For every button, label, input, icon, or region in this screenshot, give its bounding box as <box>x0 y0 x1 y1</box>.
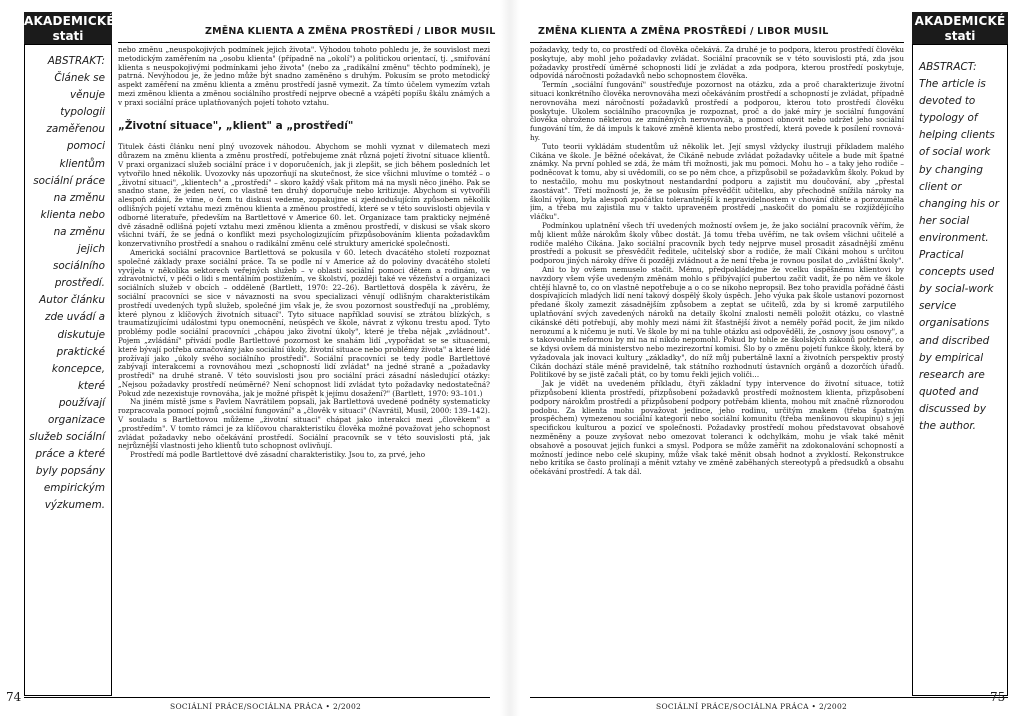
page-number: 75 <box>990 690 1006 704</box>
abstract-heading: ABSTRAKT: <box>47 55 105 67</box>
section-tab-title: AKADEMICKÉ <box>914 14 1006 28</box>
left-page <box>0 0 500 716</box>
abstract <box>913 45 1007 435</box>
running-head: ZMĚNA KLIENTA A ZMĚNA PROSTŘEDÍ / LIBOR MUSIL <box>538 26 829 37</box>
intro-paragraph: nebo změnu „neuspokojivých podmínek jejich života". Výhodou tohoto pohledu je, že souvislost mezi metodickým zaměřením na „osobu klienta" (případně na „okolí") a politickou orientací, tj. „smiřování klienta s neuspokojivými podmínkami jeho života" (nebo za „radikální změnu" těchto podmínek), je patrná. Nevýhodou je, že jedno může být snadno zaměněno s druhým. Pokusím se proto metodický aspekt zaměření na změnu klienta a změnu prostředí jasně vymezit. Za tímto účelem vymezím vztah mezi změnou klienta a změnou sociálního prostředí nejprve obecně a vzápětí popíšu škálu známých a v praxi sociální práce uplatňovaných pojetí tohoto vztahu. <box>118 46 490 107</box>
section-tab-subtitle: stati <box>944 29 976 43</box>
footer-rule <box>24 697 490 698</box>
body-paragraph: Prostředí má podle Bartlettové dvě zásadní charakteristiky. Jsou to, za prvé, jeho <box>130 450 426 460</box>
abstract-text: Článek se věnuje typologii zaměřenou pomoci klientům sociální práce na změnu klienta nebo na změnu jejich sociálního prostředí. Autor článku zde uvádí a diskutuje praktické koncepce, které používají organizace služeb sociální práce a které byly popsány empirickým výzkumem. <box>29 72 105 512</box>
section-tab-title: AKADEMICKÉ <box>24 14 115 28</box>
body-paragraph: Tuto teorii vykládám studentům už několik let. Její smysl vždycky ilustruji příkladem malého Cikána ve škole. Je běžné očekávat, že Cikáně nebude zvládat požadavky učitele a bude mít špatné známky. Na první pohled se zdá, že mám tři možnosti, jak mu pomoci. Mohu ho – a taky jeho rodiče – podněcovat k tomu, aby si uvědomili, co se po něm chce, a přizpůsobil se požadavkům školy. Pokud by to nestačilo, mohu mu poskytnout nestandardní podporu a zajistit mu doučování, aby „přestal zaostávat". Třetí možností je, že se pokusím přesvědčit učitelku, aby přechodně snížila nároky na školní výkon, byla alespoň zpočátku tolerantnější k nepravidelnostem v chování dítěte a porozuměla jim, a třeba mu zajistila mu v takto upraveném prostředí „naskočit do pomalu se rozjíždějícího vláčku". <box>530 141 904 222</box>
section-tab <box>24 12 115 44</box>
header-rule <box>118 42 490 43</box>
journal-footer: SOCIÁLNÍ PRÁCE/SOCIÁLNA PRÁCA • 2/2002 <box>656 702 848 711</box>
body-paragraph: Americká sociální pracovnice Bartlettová se pokusila v 60. letech dvacátého století rozpoznat společné základy praxe sociální práce. Ta se podle ní v Americe až do poloviny dvacátého století vyvíjela v několika sektorech veřejných služeb – v oblasti sociální pomoci dětem a rodinám, ve zdravotnictví, v péči o lidi s mentálním postižením, ve školství, později také ve vězeňství a organizaci sociálních služeb v obcích – odděleně (Bartlett, 1970: 22–26). Bartlettová dospěla k závěru, že sociální pracovníci se sice v návaznosti na svou specializaci věnují odlišným charakteristikám prostředí uvedených typů služeb, společné jim však je, že svou pozornost soustřeďují na „problémy, které plynou z klíčových životních situací". Tyto situace například souvisí se ztrátou blízkých, s traumatizujícími událostmi typu onemocnění, neúspěch ve škole, návrat z výkonu trestu apod. Tyto problémy podle sociální pracovníci „chápou jako životní úkoly", které je třeba nějak „zvládnout". Pojem „zvládání" přivádí podle Bartlettové pozornost ke snahám lidí „vypořádat se se situacemi, které bývají potřeba označovány jako sociální úkoly, životní situace nebo problémy života" a které lidé prožívají jako „úkoly svého sociálního prostředí". Sociální pracovníci se tedy podle Bartlettové zabývají interakcemi a rovnováhou mezi „schopností lidí zvládat" na jedné straně a „požadavky prostředí" na druhé straně. V této souvislosti jsou pro sociální práci zásadní následující otázky: „Nejsou požadavky prostředí neúměrné? Není schopnost lidí zvládat tyto požadavky nedostatečná? Pokud zde nezexistuje rovnováha, jak je možné přispět k jejímu dosažení?" (Bartlett, 1970: 93–101.) <box>118 247 490 398</box>
body-column <box>530 46 904 686</box>
journal-footer: SOCIÁLNÍ PRÁCE/SOCIÁLNA PRÁCA • 2/2002 <box>170 702 362 711</box>
body-paragraph: Titulek části článku není plný uvozovek náhodou. Abychom se mohli vyznat v dilematech mezi důrazem na změnu klienta a změnu prostředí, potřebujeme znát různá pojetí životní situace klientů. V praxi organizací služeb sociální práce i v doporučeních, jak ji zlepšit, se jich během posledních let vytvořilo hned několik. Uvozovky nás upozorňují na skutečnost, že sice všichni mluvíme o tomtéž – o „životní situaci", „klientech" a „prostředí" – skoro každý však přitom má na mysli něco jiného. Pak se snadno stane, že jeden neví, co vlastně ten druhý doporučuje nebo kritizuje. Abychom si vytvořili alespoň zdání, že víme, o čem tu diskusi vedeme, zopakujme si zjednodušujícím způsobem několik odlišných pojetí vztahu mezi změnou klienta a změnou prostředí, které se v této souvislosti objevila v odborné literatuře, především na Bartlettové v Americe 60. let. Organizace tam prakticky nejméně dvě zásadně odlišná pojetí vztahu mezi změnou klienta a změnou prostředí, v diskusi se však skoro všichni tváří, že se jedná o konflikt mezi psychologizujícím přizpůsobováním klienta požadavkům konzervativního prostředí a snahou o radikální změnu celé struktury americké společnosti. <box>118 142 490 249</box>
running-head: ZMĚNA KLIENTA A ZMĚNA PROSTŘEDÍ / LIBOR MUSIL <box>205 26 496 37</box>
abstract-sidebar <box>24 44 112 696</box>
body-paragraph: Na jiném místě jsme s Pavlem Navrátilem popsali, jak Bartlettová uvedené podněty systematicky rozpracovala pomocí pojmů „sociální fungování" a „člověk v situaci" (Navrátil, Musil, 2000: 139–142). V souladu s Bartlettovou můžeme „životní situaci" chápat jako interakci mezi „člověkem" a „prostředím". V tomto rámci je za klíčovou charakteristiku člověka možné považovat jeho schopnost zvládat požadavky nebo očekávání prostředí. Sociální pracovník se v této souvislosti ptá, jak nejrůznější vlastnosti jeho klientů tuto schopnost ovlivňují. <box>118 397 490 451</box>
section-heading: „Životní situace", „klient" a „prostředí" <box>118 119 354 132</box>
abstract <box>25 45 111 515</box>
footer-rule <box>530 697 1008 698</box>
abstract-text: The article is devoted to typology of helping clients of social work by changing client or changing his or her social environment. Practical concepts used by social-work service organisations and discribed by empirical research are quoted and discussed by the author. <box>919 78 1000 432</box>
section-tab <box>912 12 1008 44</box>
body-paragraph: Ani to by ovšem nemuselo stačit. Mému, předpokládejme že vcelku úspěšnému klientovi by navzdory všem výše uvedeným změnám mohlo s přibývající pubertou začít vadit, že po něm ve škole chtějí hlavně to, co on vlastně nepotřebuje a o co se nikoho nepropsil. Bez toho pravidla pořádné části dospívajících mladých lidí není takový dospělý školy úspěch. Jeho výuka pak škole ustanoví pozornost předané školy zamezit zásadnějším způsobem a zeptat se učitelů, zda by si kromě zarputilého uplatňování svých zavedených nároků na detaily školní znalosti neměli položit otázku, co vlastně cikánské děti potřebují, aby mohly mezi námi žít šťastnější život a neměly pořád pocit, že jim nikdo nerozumí a k ničemu je nutí. Ve škole by mi na tuhle otázku asi odpověděli, že „osnovy jsou osnovy", a s takovouhle reformou by mi na ní nikdo nepomohl. Pokud by tohle ze školských zákonů potřebné, co se kdysi ovšem dá ministerstvo nebo mezirezortní komisi. Šlo by o změnu pojetí funkce školy, která by vyžadovala jak inovaci kultury „základky", do níž můj pubertálně laxní a životních perspektiv prostý Cikán dochází stále méně pravidelně, tak státního rozhodnutí ústavních orgánů a dozorčích úřadů. Politikové by se jistě začali ptát, co by tomu řekli jejich voliči… <box>530 264 904 380</box>
page-number: 74 <box>6 690 22 704</box>
abstract-heading: ABSTRACT: <box>919 61 977 73</box>
book-gutter <box>500 0 520 716</box>
section-tab-subtitle: stati <box>52 29 84 43</box>
header-rule <box>530 42 904 43</box>
body-paragraph: Podmínkou uplatnění všech tří uvedených možností ovšem je, že jako sociální pracovník věřím, že můj klient může nárokům školy vůbec dostát. Já tomu třeba uvěřím, ne tak ovšem všichni učitelé a rodiče malého Cikána. Jako sociální pracovník bych tedy nejprve musel prosadit zásadnější změnu prostředí a pokusit se přesvědčit ředitele, učitelský sbor a rodiče, že malí Cikáni mohou s určitou podporou jiných nároky dříve či později zvládnout a že není třeba je rovnou posílat do „zvláštní školy". <box>530 220 904 266</box>
body-column <box>118 46 490 686</box>
body-paragraph: Jak je vidět na uvedeném příkladu, čtyři základní typy intervence do životní situace, totiž přizpůsobení klienta prostředí, přizpůsobení požadavků prostředí možnostem klienta, přizpůsobení podpory nárokům prostředí a přizpůsobení podpory potřebám klienta, mohou mít značně různorodou podobu. Za klienta mohu považovat jedince, jeho rodinu, určitým znakem (třeba špatným prospěchem) vymezenou sociální kategorii nebo sociální komunitu (třeba menšinovou skupinu) s její specifickou kulturou a pozicí ve společnosti. Požadavky prostředí mohou představovat obsahově nezměněny a pouze zvyšovat nebo omezovat toleranci k odchylkám, mohu je však také měnit obsahově a posouvat jejich funkci a smysl. Podpora se může zaměřit na zdokonalování schopností a možností jedince nebo celé skupiny, může však také měnit obsah hodnot a zvyklostí. Rekonstrukce nebo kritika se často prolínají a měnit vztahy ve změně zaběhaných stereotypů a předsudků a obsahu očekávání prostředí. A tak dál. <box>530 379 904 477</box>
abstract-sidebar <box>912 44 1008 696</box>
right-page <box>520 0 1024 716</box>
body-paragraph: Termín „sociální fungování" soustřeďuje pozornost na otázku, zda a proč charakterizuje životní situaci konkrétního člověka nerovnováha mezi očekáváním prostředí a schopností je zvládat, případně nerovnováha mezi náročností požadavků prostředí a podporou, kterou toto prostředí člověku poskytuje. Ukolem sociálního pracovníka je rozpoznat, proč a do jaké míry je sociální fungování člověka ohroženo některou ze zmíněných nerovnováh, a pomoci obnovit nebo udržet jeho sociální fungování tím, že dá impuls k takové změně klienta nebo prostředí, která povede k posílení rovnováhy. <box>530 80 904 142</box>
body-paragraph: požadavky, tedy to, co prostředí od člověka očekává. Za druhé je to podpora, kterou prostředí člověku poskytuje, aby mohl jeho požadavky zvládat. Sociální pracovník se v této souvislosti ptá, zda jsou požadavky prostředí úměrné schopnosti lidí je zvládat a zda podpora, kterou prostředí poskytuje, odpovídá náročnosti požadavků nebo schopnostem člověka. <box>530 46 904 81</box>
